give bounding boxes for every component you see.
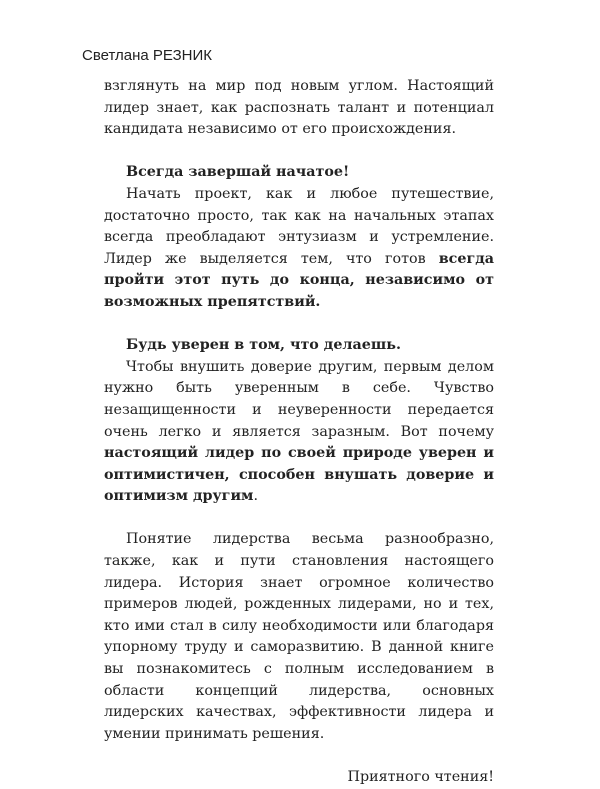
paragraph-confidence-emphasis: настоящий лидер по своей природе уверен и оптимистичен, способен внушать доверие и оптимизм другим [104,445,494,505]
section-heading-confidence: Будь уверен в том, что делаешь. [126,337,401,354]
page-body [104,76,494,789]
paragraph-summary: Понятие лидерства весьма разнообразно, также, как и пути становления настоящего лидера. История знает огромное количество примеров людей, рожденных лидерами, но и тех, кто ими стал в силу необходимости или благодаря упорному труду и саморазвитию. В данной книге вы познакомитесь с полным исследованием в области концепций лидерства, основных лидерских качествах, эффективности лидера и умении принимать решения. [104,531,494,742]
closing-line: Приятного чтения! [347,769,494,785]
section-heading-finish: Всегда завершай начатое! [126,164,350,181]
paragraph-finish [104,184,494,314]
paragraph-continuation: взглянуть на мир под новым углом. Настоящий лидер знает, как распознать талант и потенциал кандидата независимо от его происхождения. [104,78,494,138]
paragraph-confidence-end: . [253,488,259,505]
running-header-author: Светлана РЕЗНИК [82,47,212,64]
paragraph-finish-text: Начать проект, как и любое путешествие, достаточно просто, так как на начальных этапах всегда преобладают энтузиазм и устремление. Лидер же выделяется тем, что готов [104,185,494,267]
paragraph-confidence-text: Чтобы внушить доверие другим, первым делом нужно быть уверенным в себе. Чувство незащищенности и неуверенности передается очень легко и является заразным. Вот почему [104,358,494,440]
paragraph-finish-emphasis: всегда пройти этот путь до конца, независимо от возможных препятствий. [104,250,494,310]
paragraph-confidence [104,357,494,508]
